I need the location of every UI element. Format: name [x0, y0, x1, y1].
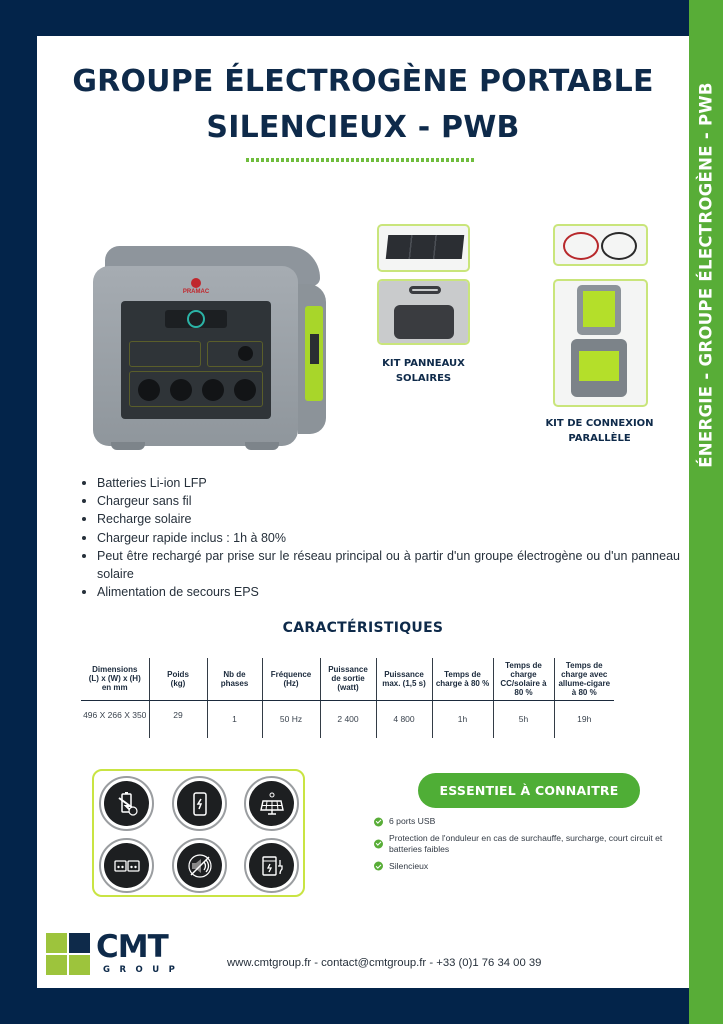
- dc-ports: [207, 341, 263, 367]
- table-row: [81, 700, 614, 738]
- side-banner-text: ÉNERGIE - GROUPE ÉLECTROGÈNE - PWB: [696, 82, 716, 468]
- usb-ports: [129, 341, 201, 367]
- cell-frequency: 50 Hz: [262, 700, 320, 738]
- essentials-list: [374, 816, 674, 877]
- cmt-group-logo: [46, 929, 186, 977]
- header-output-power: Puissance de sortie (watt): [320, 658, 376, 700]
- logo-subtitle: GROUP: [103, 965, 185, 975]
- cell-car-charge-time: 19h: [554, 700, 614, 738]
- feature-item: Chargeur sans fil: [80, 492, 680, 510]
- title-line-2: SILENCIEUX - PWB: [206, 110, 520, 145]
- feature-item: Recharge solaire: [80, 510, 680, 528]
- ac-sockets: [129, 371, 263, 407]
- product-image: [93, 246, 333, 451]
- red-cable-icon: [563, 232, 599, 260]
- header-car-charge-time: Temps de charge avec allume-cigare à 80 %: [554, 658, 614, 700]
- fast-charge-battery-icon: [99, 776, 154, 831]
- black-cable-icon: [601, 232, 637, 260]
- solar-panel-image: [377, 224, 470, 272]
- title-dotted-divider: [246, 158, 476, 162]
- control-panel: [121, 301, 271, 419]
- cell-weight: 29: [149, 700, 207, 738]
- parallel-connection-icon: [99, 838, 154, 893]
- silent-speaker-icon: [172, 838, 227, 893]
- cell-solar-charge-time: 5h: [493, 700, 554, 738]
- header-dimensions: Dimensions (L) x (W) x (H) en mm: [81, 658, 149, 700]
- feature-item: Alimentation de secours EPS: [80, 583, 680, 601]
- feature-item: Batteries Li-ion LFP: [80, 474, 680, 492]
- feature-icons-panel: [92, 769, 305, 897]
- eps-backup-power-icon: [244, 838, 299, 893]
- accessory-label-parallel: KIT DE CONNEXION PARALLÈLE: [545, 418, 654, 444]
- cables-image: [553, 224, 648, 266]
- feature-list: [80, 474, 680, 601]
- solar-kit-bag-image: [377, 279, 470, 345]
- specs-title: CARACTÉRISTIQUES: [282, 620, 444, 636]
- cell-dimensions: 496 X 266 X 350: [83, 709, 147, 720]
- specs-table: [81, 658, 614, 738]
- page-title: [37, 59, 689, 151]
- check-circle-icon: [374, 817, 383, 826]
- cell-phases: 1: [207, 700, 262, 738]
- essentials-item: Protection de l'onduleur en cas de surchauffe, surcharge, court circuit et batteries faibles: [374, 833, 674, 856]
- brand-logo: PRAMAC: [171, 278, 221, 295]
- feature-item: Peut être rechargé par prise sur le réseau principal ou à partir d'un groupe électrogène ou d'un panneau solaire: [80, 547, 680, 583]
- cell-max-power: 4 800: [376, 700, 432, 738]
- check-circle-icon: [374, 862, 383, 871]
- solar-panel-icon: [244, 776, 299, 831]
- header-frequency: Fréquence (Hz): [262, 658, 320, 700]
- accessory-label-solar: KIT PANNEAUX SOLAIRES: [382, 358, 465, 384]
- header-solar-charge-time: Temps de charge CC/solaire à 80 %: [493, 658, 554, 700]
- wireless-charging-phone-icon: [172, 776, 227, 831]
- essentials-item: 6 ports USB: [374, 816, 674, 828]
- parallel-kit-image: [553, 279, 648, 407]
- essentials-item: Silencieux: [374, 861, 674, 873]
- feature-item: Chargeur rapide inclus : 1h à 80%: [80, 529, 680, 547]
- cell-charge-time: 1h: [432, 700, 493, 738]
- cell-output-power: 2 400: [320, 700, 376, 738]
- header-max-power: Puissance max. (1,5 s): [376, 658, 432, 700]
- title-line-1: GROUPE ÉLECTROGÈNE PORTABLE: [72, 64, 654, 99]
- essentials-button[interactable]: ESSENTIEL À CONNAITRE: [418, 773, 640, 808]
- bag-icon: [394, 305, 454, 339]
- contact-info: www.cmtgroup.fr - contact@cmtgroup.fr - +33 (0)1 76 34 00 39: [227, 957, 542, 969]
- product-sheet: [37, 36, 689, 988]
- header-phases: Nb de phases: [207, 658, 262, 700]
- header-charge-time: Temps de charge à 80 %: [432, 658, 493, 700]
- check-circle-icon: [374, 840, 383, 849]
- header-weight: Poids (kg): [149, 658, 207, 700]
- logo-wordmark: CMT: [96, 929, 168, 965]
- table-header-row: [81, 658, 614, 700]
- solar-panel-icon: [386, 235, 465, 259]
